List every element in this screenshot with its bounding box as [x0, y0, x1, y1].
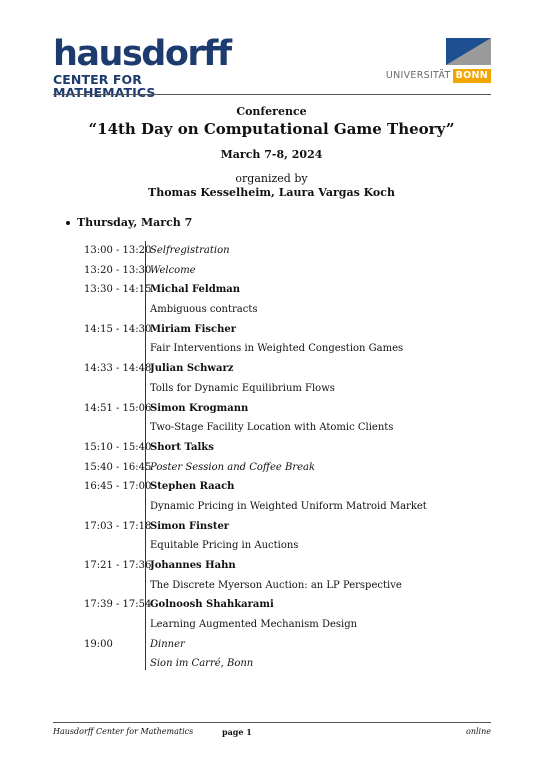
- schedule-entry: Poster Session and Coffee Break: [150, 461, 316, 473]
- footer-right: online: [466, 727, 491, 736]
- schedule-time: 17:39 - 17:54: [84, 599, 152, 611]
- bonn-wordmark: [386, 69, 491, 83]
- schedule-row: [84, 576, 484, 596]
- schedule-entry: Learning Augmented Mechanism Design: [150, 619, 358, 631]
- schedule-time: 15:10 - 15:40: [84, 441, 152, 453]
- schedule-time: 13:20 - 13:30: [84, 264, 152, 276]
- schedule-row: [84, 615, 484, 635]
- schedule-row: [84, 359, 484, 379]
- schedule-row: [84, 595, 484, 615]
- schedule-row: [84, 556, 484, 576]
- organizers: Thomas Kesselheim, Laura Vargas Koch: [148, 186, 395, 199]
- schedule-row: [84, 438, 484, 458]
- schedule-entry: The Discrete Myerson Auction: an LP Perspective: [150, 579, 402, 591]
- schedule-row: [84, 320, 484, 340]
- schedule-entry: Miriam Fischer: [150, 323, 236, 335]
- schedule-time: 17:03 - 17:18: [84, 520, 152, 532]
- schedule-row: [84, 635, 484, 655]
- schedule-entry: Dynamic Pricing in Weighted Uniform Matroid Market: [150, 500, 427, 512]
- schedule-entry: Sion im Carré, Bonn: [150, 658, 254, 670]
- schedule-entry: Tolls for Dynamic Equilibrium Flows: [150, 382, 335, 394]
- schedule-time: 19:00: [84, 638, 113, 650]
- schedule-time: 15:40 - 16:45: [84, 461, 152, 473]
- footer-page: page 1: [222, 727, 252, 737]
- header-rule: [53, 94, 491, 95]
- schedule-entry: Simon Finster: [150, 520, 230, 532]
- schedule-entry: Michal Feldman: [150, 284, 241, 296]
- schedule-time: 17:21 - 17:36: [84, 560, 152, 571]
- day-heading: [66, 216, 192, 229]
- schedule-row: [84, 261, 484, 281]
- schedule-table: [84, 241, 484, 674]
- schedule-entry: Fair Interventions in Weighted Congestion Games: [150, 343, 404, 355]
- schedule-row: [84, 418, 484, 438]
- schedule-row: [84, 300, 484, 320]
- schedule-entry: Johannes Hahn: [150, 560, 236, 571]
- schedule-time: 16:45 - 17:00: [84, 481, 152, 493]
- schedule-entry: Julian Schwarz: [150, 363, 234, 375]
- schedule-entry: Short Talks: [150, 441, 214, 453]
- schedule-row: [84, 654, 484, 674]
- schedule-row: [84, 458, 484, 478]
- schedule-time: 14:33 - 14:48: [84, 363, 152, 375]
- schedule-row: [84, 280, 484, 300]
- schedule-row: [84, 477, 484, 497]
- logo-wordmark: hausdorff: [53, 34, 231, 74]
- schedule-entry: Welcome: [150, 264, 196, 276]
- schedule-entry: Dinner: [150, 638, 185, 650]
- schedule-entry: Equitable Pricing in Auctions: [150, 540, 299, 552]
- schedule-time: 14:51 - 15:06: [84, 402, 152, 414]
- university-bonn-logo: [377, 38, 491, 84]
- bonn-box-text: BONN: [453, 69, 491, 83]
- schedule-entry: Two-Stage Facility Location with Atomic Clients: [150, 422, 394, 434]
- conference-title: “14th Day on Computational Game Theory”: [88, 120, 455, 138]
- schedule-entry: Selfregistration: [150, 245, 230, 256]
- schedule-entry: Ambiguous contracts: [150, 304, 258, 316]
- logo-subtitle: CENTER FOR MATHEMATICS: [53, 72, 156, 100]
- bullet-icon: [66, 221, 70, 225]
- schedule-row: [84, 536, 484, 556]
- conference-date: March 7-8, 2024: [220, 148, 323, 161]
- hausdorff-logo: [53, 36, 243, 99]
- schedule-row: [84, 399, 484, 419]
- footer-rule: [53, 722, 491, 723]
- schedule-entry: Simon Krogmann: [150, 402, 249, 414]
- bonn-logo-icon: [446, 38, 491, 65]
- schedule-row: [84, 339, 484, 359]
- schedule-time: 14:15 - 14:30: [84, 323, 152, 335]
- schedule-entry: Stephen Raach: [150, 481, 235, 493]
- conference-label: Conference: [236, 105, 307, 118]
- bonn-uni-text: UNIVERSITÄT: [385, 70, 451, 81]
- organized-by-label: organized by: [235, 172, 308, 185]
- schedule-row: [84, 379, 484, 399]
- footer-left: Hausdorff Center for Mathematics: [53, 727, 194, 736]
- day-label: Thursday, March 7: [77, 216, 193, 229]
- schedule-entry: Golnoosh Shahkarami: [150, 599, 274, 611]
- schedule-row: [84, 517, 484, 537]
- schedule-time: 13:00 - 13:20: [84, 245, 152, 256]
- schedule-time: 13:30 - 14:15: [84, 284, 152, 296]
- schedule-row: [84, 497, 484, 517]
- schedule-row: [84, 241, 484, 261]
